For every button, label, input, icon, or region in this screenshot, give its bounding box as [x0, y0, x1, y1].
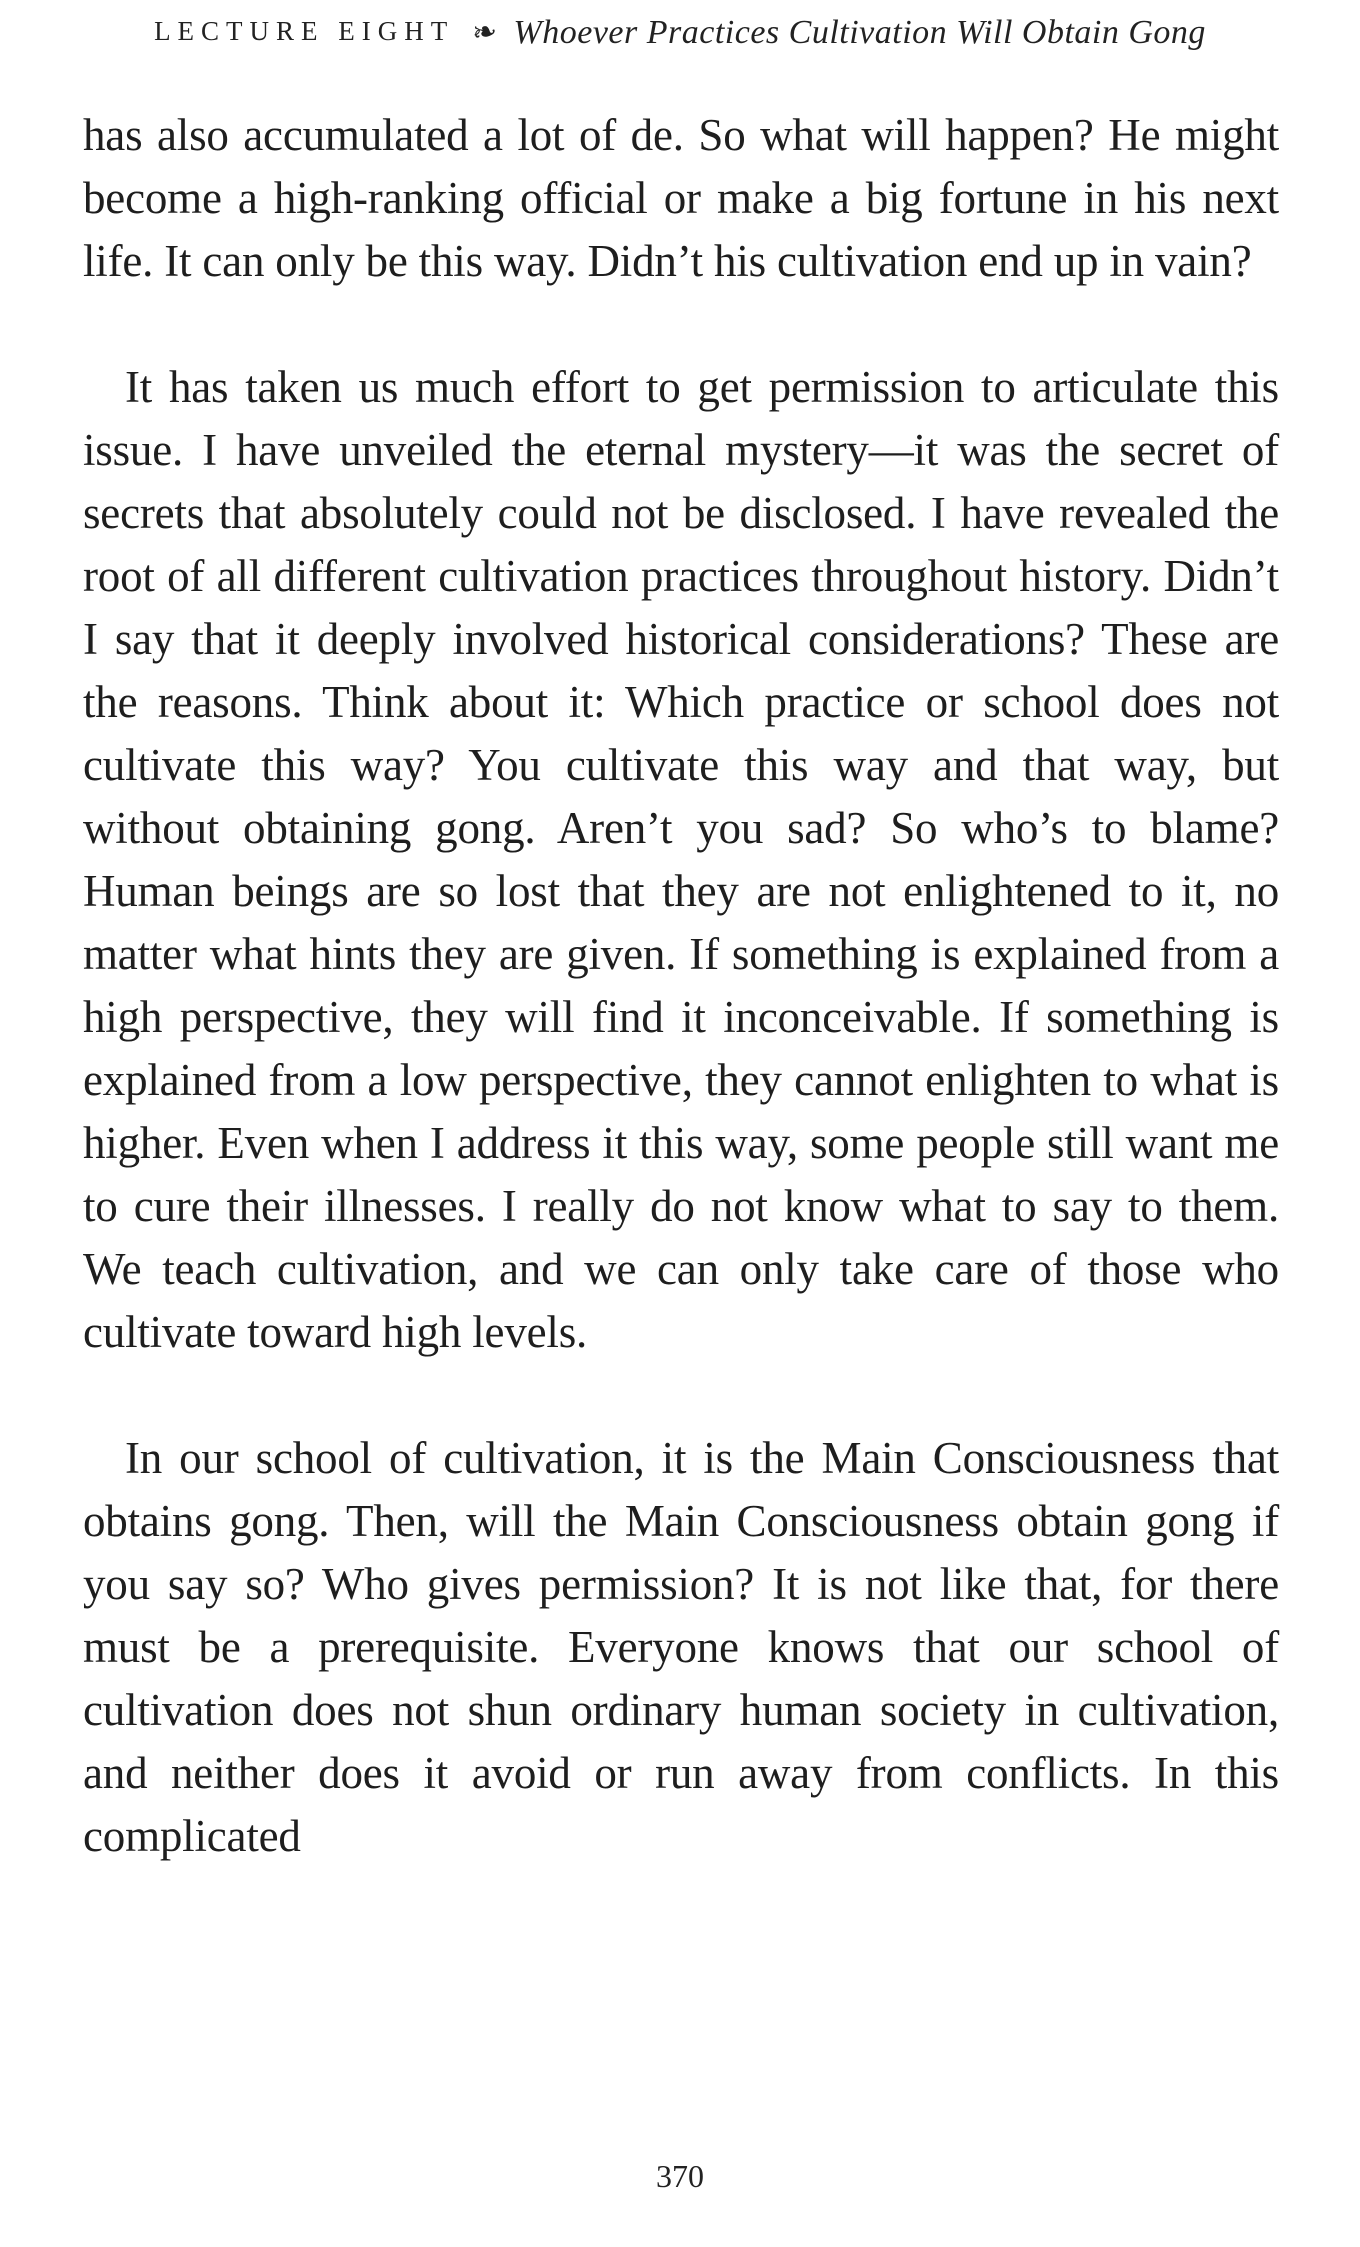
- hedera-leaf-ornament-icon: ❧: [470, 14, 500, 51]
- paragraph: It has taken us much effort to get permission to articulate this issue. I have unveiled the eternal mystery—it was the secret of secrets that absolutely could not be disclosed. I have revealed the root of all different cultivation practices throughout history. Didn’t I say that it deeply involved historical considerations? These are the reasons. Think about it: Which practice or school does not cultivate this way? You cultivate this way and that way, but without obtaining gong. Aren’t you sad? So who’s to blame? Human beings are so lost that they are not enlightened to it, no matter what hints they are given. If something is explained from a high perspective, they will find it inconceivable. If something is explained from a low perspective, they cannot enlighten to what is higher. Even when I address it this way, some people still want me to cure their illnesses. I really do not know what to say to them. We teach cultivation, and we can only take care of those who cultivate toward high levels.: [83, 362, 1279, 1357]
- running-header: [0, 14, 1360, 52]
- page-number: 370: [656, 2158, 704, 2194]
- paragraph: In our school of cultivation, it is the Main Consciousness that obtains gong. Then, will the Main Consciousness obtain gong if you say so? Who gives permission? It is not like that, for there must be a prerequisite. Everyone knows that our school of cultivation does not shun ordinary human society in cultivation, and neither does it avoid or run away from conflicts. In this complicated: [83, 1433, 1279, 1861]
- body-text: [83, 104, 1279, 1931]
- paragraph: has also accumulated a lot of de. So what will happen? He might become a high-ranking official or make a big fortune in his next life. It can only be this way. Didn’t his cultivation end up in vain?: [83, 110, 1279, 286]
- chapter-title: Whoever Practices Cultivation Will Obtain Gong: [513, 14, 1206, 51]
- lecture-section-label: LECTURE EIGHT: [154, 16, 455, 46]
